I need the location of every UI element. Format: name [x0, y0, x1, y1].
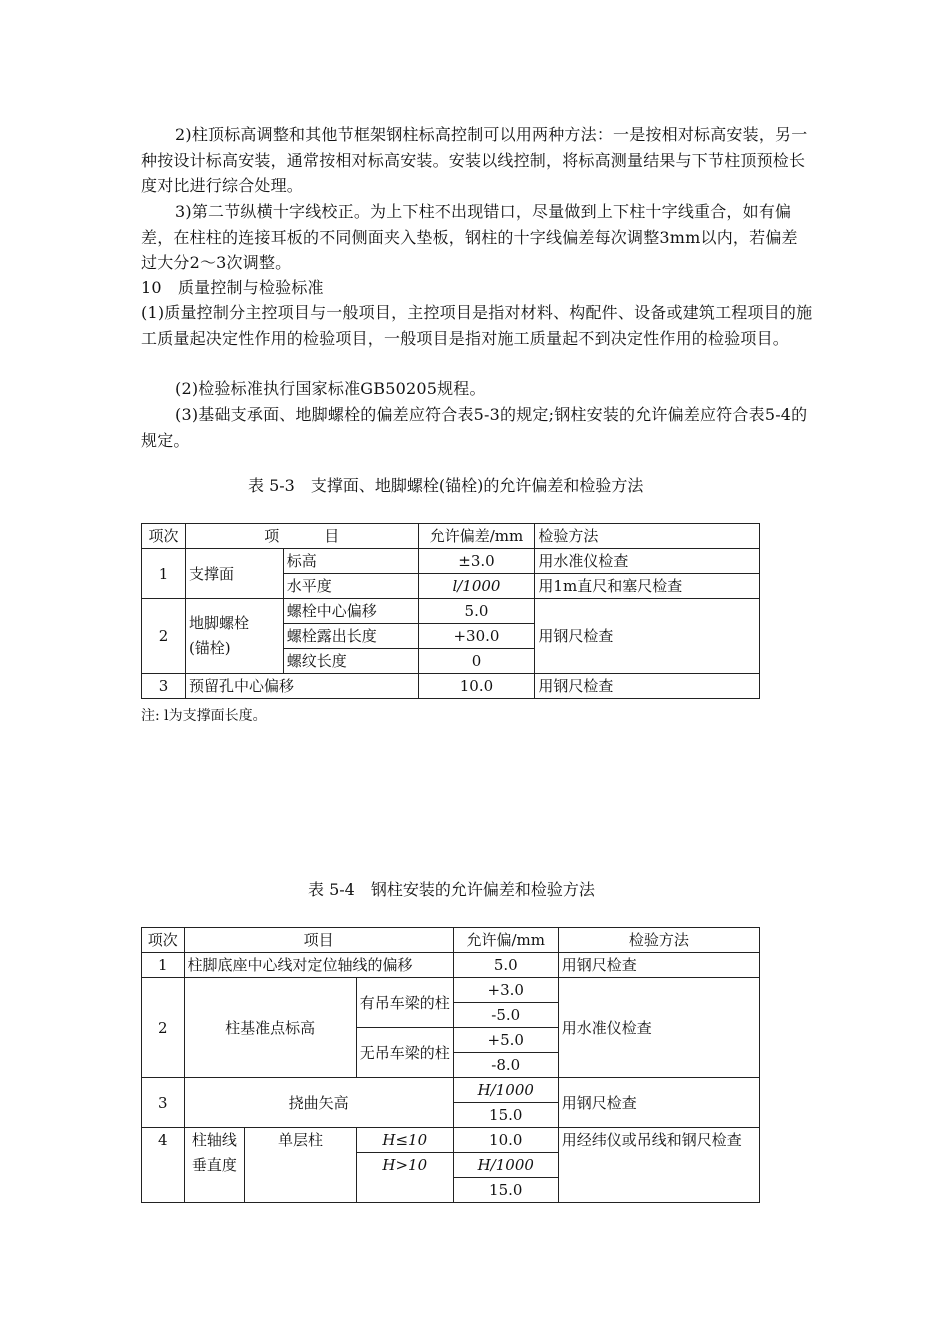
- sub-item: 单层柱: [245, 1128, 356, 1203]
- row-no: 1: [142, 549, 186, 599]
- deviation-value: ±3.0: [418, 549, 535, 574]
- deviation-value: 15.0: [453, 1103, 558, 1128]
- table-5-3: [141, 523, 760, 699]
- deviation-value: -5.0: [453, 1003, 558, 1028]
- table-row: [142, 953, 760, 978]
- sub-item: 有吊车梁的柱: [356, 978, 453, 1028]
- deviation-value: +3.0: [453, 978, 558, 1003]
- row-no: 3: [142, 1078, 185, 1128]
- header-method: 检验方法: [535, 524, 760, 549]
- row-item: [185, 599, 283, 674]
- row-no: 4: [142, 1128, 185, 1203]
- row-item: 预留孔中心偏移: [185, 674, 418, 699]
- header-deviation: 允许偏/mm: [453, 928, 558, 953]
- row-item: 柱脚底座中心线对定位轴线的偏移: [184, 953, 453, 978]
- sub-item: 螺栓中心偏移: [283, 599, 418, 624]
- paragraph-deviation: (3)基础支承面、地脚螺栓的偏差应符合表5-3的规定;钢柱安装的允许偏差应符合表5-4的规定。: [141, 405, 808, 450]
- table-row: [142, 1078, 760, 1103]
- table-row: [142, 674, 760, 699]
- row-no: 3: [142, 674, 186, 699]
- deviation-value: +30.0: [418, 624, 535, 649]
- method-value: 用钢尺检查: [558, 953, 759, 978]
- row-no: 2: [142, 978, 185, 1078]
- table-5-4-caption: 表 5-4 钢柱安装的允许偏差和检验方法: [308, 880, 595, 899]
- sub-item: 标高: [283, 549, 418, 574]
- table-row: [142, 1128, 760, 1153]
- deviation-value: 5.0: [453, 953, 558, 978]
- row-item-line: 垂直度: [191, 1156, 237, 1174]
- deviation-value: +5.0: [453, 1028, 558, 1053]
- deviation-value: 10.0: [418, 674, 535, 699]
- method-value: 用钢尺检查: [535, 599, 760, 674]
- row-no: 2: [142, 599, 186, 674]
- method-value: 用经纬仪或吊线和钢尺检查: [558, 1128, 759, 1203]
- row-item: 柱基准点标高: [184, 978, 356, 1078]
- table-5-4: [141, 927, 760, 1203]
- sub-item: 螺纹长度: [283, 649, 418, 674]
- table-5-3-note: 注: l为支撑面长度。: [141, 708, 267, 724]
- method-value: 用钢尺检查: [535, 674, 760, 699]
- row-item: [184, 1128, 245, 1203]
- row-item-line: 柱轴线: [191, 1131, 237, 1149]
- row-no: 1: [142, 953, 185, 978]
- table-row: [142, 549, 760, 574]
- table-row: [142, 978, 760, 1003]
- header-method: 检验方法: [558, 928, 759, 953]
- paragraph-crosshair-correction: 3)第二节纵横十字线校正。为上下柱不出现错口，尽量做到上下柱十字线重合，如有偏差，在柱柱的连接耳板的不同侧面夹入垫板，钢柱的十字线偏差每次调整3mm以内，若偏差过大分2～3次调整。: [141, 202, 798, 272]
- row-item-line: 地脚螺栓: [188, 614, 249, 632]
- condition-value: H≤10: [356, 1128, 453, 1153]
- paragraph-column-elevation: 2)柱顶标高调整和其他节框架钢柱标高控制可以用两种方法：一是按相对标高安装，另一种按设计标高安装，通常按相对标高安装。安装以线控制，将标高测量结果与下节柱顶预检长度对比进行综合处理。: [141, 125, 808, 195]
- header-deviation: 允许偏差/mm: [418, 524, 535, 549]
- deviation-value: l/1000: [418, 574, 535, 599]
- row-item: 支撑面: [185, 549, 283, 599]
- deviation-value: 5.0: [418, 599, 535, 624]
- sub-item: 水平度: [283, 574, 418, 599]
- paragraph-standard: (2)检验标准执行国家标准GB50205规程。: [175, 379, 486, 398]
- header-no: 项次: [142, 524, 186, 549]
- table-header-row: [142, 524, 760, 549]
- condition-value: H>10: [356, 1153, 453, 1203]
- section-heading: 10 质量控制与检验标准: [141, 278, 324, 297]
- row-item: 挠曲矢高: [184, 1078, 453, 1128]
- deviation-value: H/1000: [453, 1078, 558, 1103]
- paragraph-quality-control: (1)质量控制分主控项目与一般项目，主控项目是指对材料、构配件、设备或建筑工程项目的施工质量起决定性作用的检验项目，一般项目是指对施工质量起不到决定性作用的检验项目。: [141, 303, 813, 348]
- header-no: 项次: [142, 928, 185, 953]
- method-value: 用水准仪检查: [535, 549, 760, 574]
- deviation-value: -8.0: [453, 1053, 558, 1078]
- header-item: 项目: [184, 928, 453, 953]
- row-item-line: (锚栓): [188, 639, 231, 657]
- sub-item: 无吊车梁的柱: [356, 1028, 453, 1078]
- method-value: 用钢尺检查: [558, 1078, 759, 1128]
- method-value: 用1m直尺和塞尺检查: [535, 574, 760, 599]
- table-5-3-caption: 表 5-3 支撑面、地脚螺栓(锚栓)的允许偏差和检验方法: [248, 476, 644, 495]
- table-header-row: [142, 928, 760, 953]
- header-item: 项 目: [185, 524, 418, 549]
- method-value: 用水准仪检查: [558, 978, 759, 1078]
- sub-item: 螺栓露出长度: [283, 624, 418, 649]
- deviation-value: H/1000: [453, 1153, 558, 1178]
- table-row: [142, 599, 760, 624]
- deviation-value: 10.0: [453, 1128, 558, 1153]
- deviation-value: 0: [418, 649, 535, 674]
- deviation-value: 15.0: [453, 1178, 558, 1203]
